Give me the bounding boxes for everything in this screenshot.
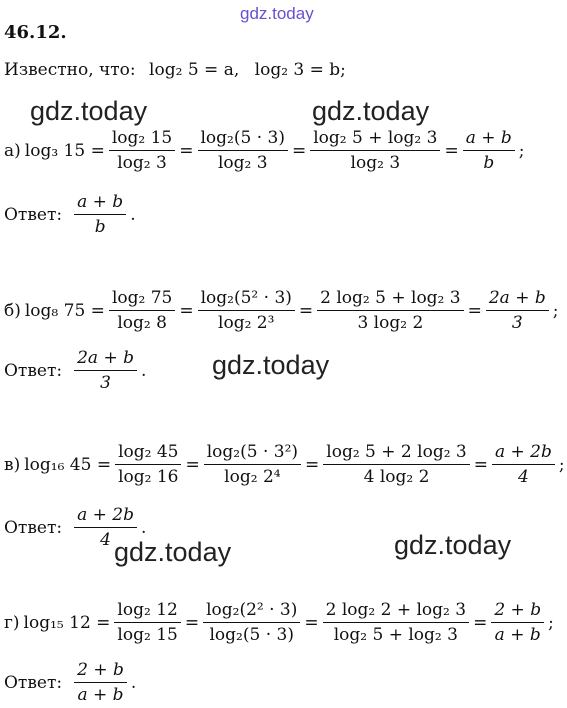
answer-label: Ответ:: [4, 204, 63, 225]
part-letter: г): [4, 612, 20, 633]
given-prefix: Известно, что:: [4, 60, 136, 80]
fraction: $\frac{\text{log₂ 45}}{\text{log₂ 16}}$: [115, 442, 181, 487]
fraction: $\frac{\text{log₂ 75}}{\text{log₂ 8}}$: [109, 288, 175, 333]
part-b-answer: Ответ: $\frac{2a + b}{3}$ .: [4, 348, 147, 393]
part-letter: в): [4, 454, 21, 475]
part-c-equation: в) log₁₆ 45 = $\frac{\text{log₂ 45}}{\text{log₂ 16}}$ = $\frac{\text{log₂(5 · 3²)}}{\text{log₂ 2⁴}}$ = $\frac{\text{log₂ 5 + 2 log₂ 3}}{\text{4 log₂ 2}}$ = $\frac{a + 2b}{4}$ ;: [4, 442, 565, 487]
watermark: gdz.today: [312, 96, 430, 126]
fraction: $\frac{\text{2 log₂ 5 + log₂ 3}}{\text{3 log₂ 2}}$: [317, 288, 463, 333]
part-d-answer: Ответ: $\frac{2 + b}{a + b}$ .: [4, 660, 137, 705]
watermark-top: gdz.today: [240, 4, 314, 23]
fraction: $\frac{2a + b}{3}$: [486, 288, 549, 333]
fraction: $\frac{a + 2b}{4}$: [492, 442, 555, 487]
answer-label: Ответ:: [4, 672, 63, 693]
part-a-equation: а) log₃ 15 = $\frac{\text{log₂ 15}}{\text{log₂ 3}}$ = $\frac{\text{log₂(5 · 3)}}{\text{log₂ 3}}$ = $\frac{\text{log₂ 5 + log₂ 3}}{\text{log₂ 3}}$ = $\frac{a + b}{b}$ ;: [4, 128, 525, 173]
part-letter: а): [4, 140, 21, 161]
part-d-equation: г) log₁₅ 12 = $\frac{\text{log₂ 12}}{\text{log₂ 15}}$ = $\frac{\text{log₂(2² · 3)}}{\text{log₂(5 · 3)}}$ = $\frac{\text{2 log₂ 2 + log₂ 3}}{\text{log₂ 5 + log₂ 3}}$ = $\frac{2 + b}{a + b}$ ;: [4, 600, 554, 645]
fraction: $\frac{\text{log₂(5² · 3)}}{\text{log₂ 2³}}$: [198, 288, 295, 333]
fraction: $\frac{\text{log₂ 5 + log₂ 3}}{\text{log₂ 3}}$: [310, 128, 440, 173]
answer-label: Ответ:: [4, 517, 63, 538]
answer-fraction: $\frac{a + b}{b}$: [74, 192, 126, 237]
part-letter: б): [4, 300, 21, 321]
problem-number: 46.12.: [4, 22, 67, 43]
watermark: gdz.today: [30, 96, 148, 126]
part-a-answer: Ответ: $\frac{a + b}{b}$ .: [4, 192, 136, 237]
part-c-answer: Ответ: $\frac{a + 2b}{4}$ .: [4, 505, 147, 550]
lhs: log₈ 75 =: [24, 300, 105, 321]
fraction: $\frac{\text{log₂ 15}}{\text{log₂ 3}}$: [109, 128, 175, 173]
fraction: $\frac{\text{log₂ 12}}{\text{log₂ 15}}$: [114, 600, 180, 645]
fraction: $\frac{a + b}{b}$: [463, 128, 515, 173]
fraction: $\frac{2 + b}{a + b}$: [491, 600, 544, 645]
lhs: log₁₅ 12 =: [23, 612, 111, 633]
lhs: log₁₆ 45 =: [24, 454, 112, 475]
answer-label: Ответ:: [4, 360, 63, 381]
lhs: log₃ 15 =: [24, 140, 105, 161]
fraction: $\frac{\text{log₂ 5 + 2 log₂ 3}}{\text{4 log₂ 2}}$: [323, 442, 469, 487]
given-2: log₂ 3 = b;: [254, 60, 346, 80]
part-b-equation: б) log₈ 75 = $\frac{\text{log₂ 75}}{\text{log₂ 8}}$ = $\frac{\text{log₂(5² · 3)}}{\text{log₂ 2³}}$ = $\frac{\text{2 log₂ 5 + log₂ 3}}{\text{3 log₂ 2}}$ = $\frac{2a + b}{3}$ ;: [4, 288, 559, 333]
fraction: $\frac{\text{2 log₂ 2 + log₂ 3}}{\text{log₂ 5 + log₂ 3}}$: [323, 600, 469, 645]
answer-fraction: $\frac{2a + b}{3}$: [74, 348, 137, 393]
watermark: gdz.today: [114, 537, 232, 567]
given-1: log₂ 5 = a,: [149, 60, 240, 80]
fraction: $\frac{\text{log₂(5 · 3²)}}{\text{log₂ 2⁴}}$: [204, 442, 301, 487]
watermark: gdz.today: [212, 350, 330, 380]
fraction: $\frac{\text{log₂(2² · 3)}}{\text{log₂(5 · 3)}}$: [203, 600, 300, 645]
given-statement: [4, 60, 346, 80]
watermark: gdz.today: [394, 530, 512, 560]
fraction: $\frac{\text{log₂(5 · 3)}}{\text{log₂ 3}}$: [198, 128, 288, 173]
answer-fraction: $\frac{2 + b}{a + b}$: [74, 660, 127, 705]
answer-fraction: $\frac{a + 2b}{4}$: [74, 505, 137, 550]
